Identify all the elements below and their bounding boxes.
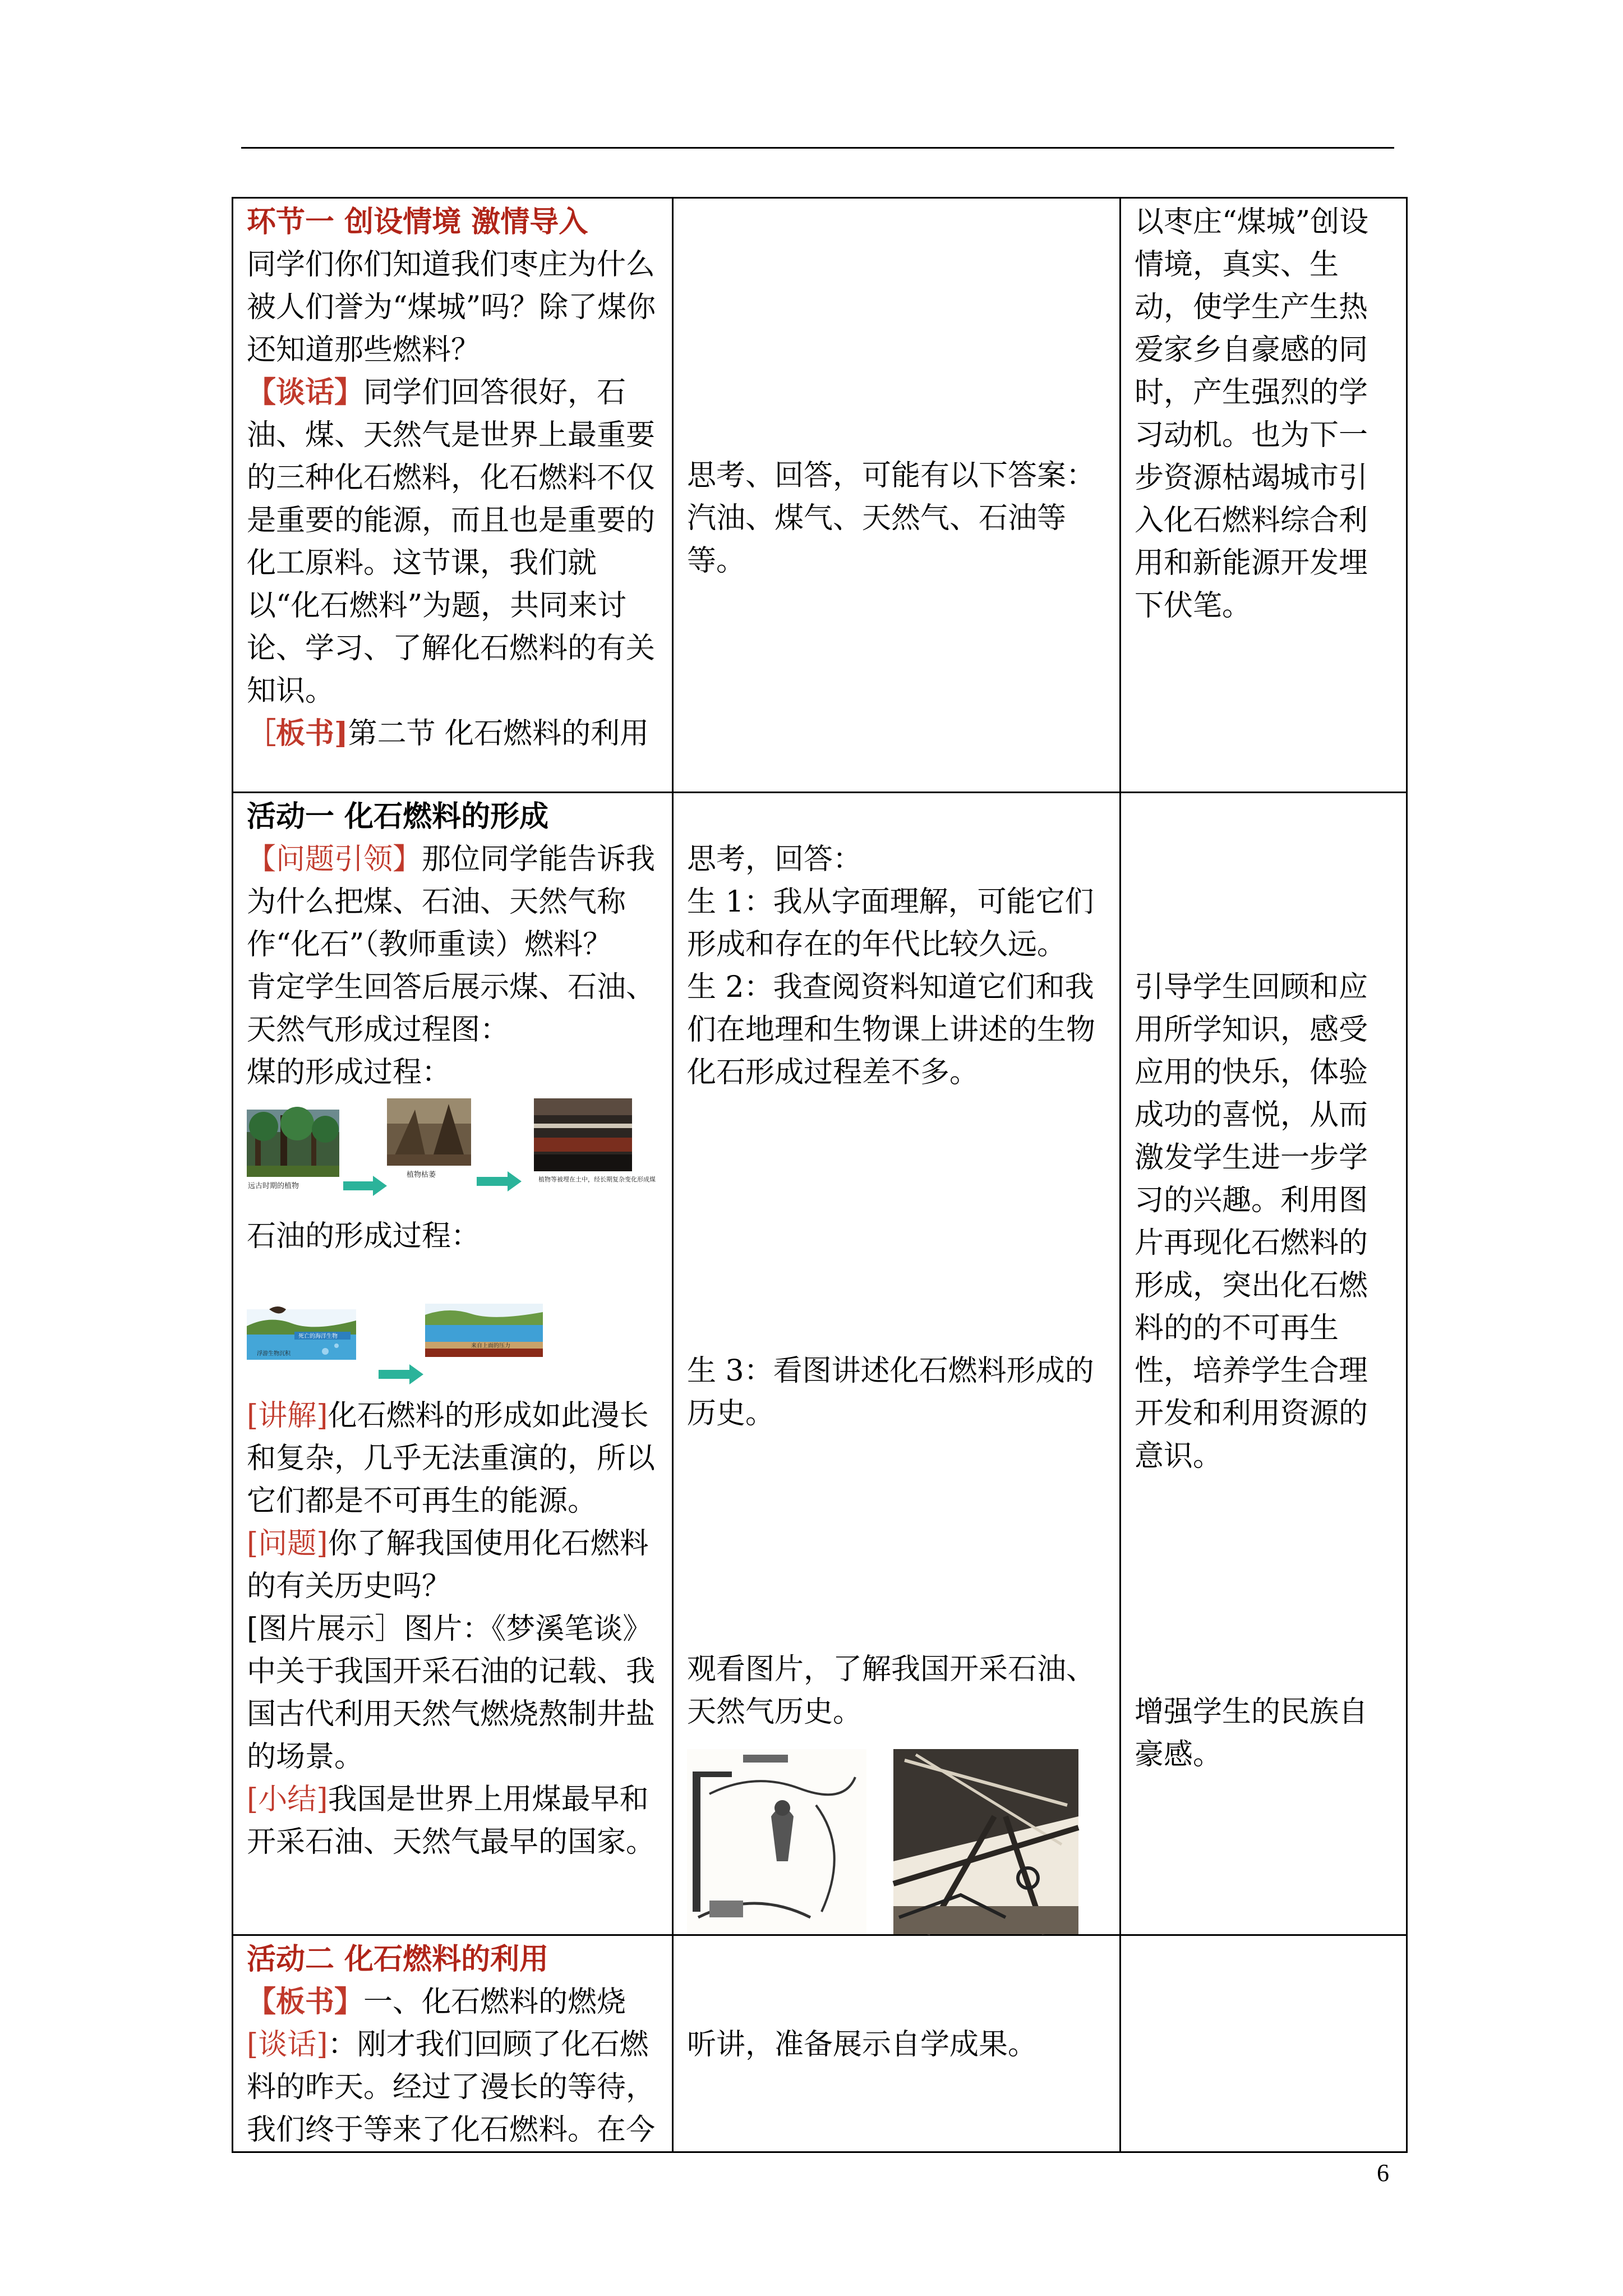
coal-caption-1: 远古时期的植物 (248, 1182, 299, 1190)
picture-text: 图片：《梦溪笔谈》中关于我国开采石油的记载、我国古代利用天然气燃烧熬制井盐的场景。 (247, 1612, 656, 1774)
board-tag: 【板书】 (247, 1985, 364, 2019)
lesson-plan-table (232, 197, 1408, 2153)
oil-formation-figure (247, 1304, 661, 1388)
talk-paragraph (247, 2023, 661, 2151)
intro-question: 同学们你们知道我们枣庄为什么被人们誉为“煤城”吗？除了煤你还知道那些燃料？ (247, 248, 656, 367)
section-title: 环节一 创设情境 激情导入 (247, 205, 588, 239)
teacher-activity-cell (233, 198, 673, 793)
coal-caption-3: 植物等被埋在土中，经长期复杂变化形成煤 (538, 1176, 656, 1183)
student-activity-cell (673, 198, 1121, 793)
question-tag: 【问题引领】 (247, 843, 422, 876)
student-answer: 思考、回答，可能有以下答案：汽油、煤气、天然气、石油等等。 (687, 459, 1096, 578)
explain-text: 化石燃料的形成如此漫长和复杂，几乎无法重演的，所以它们都是不可再生的能源。 (247, 1399, 656, 1518)
show-text: 肯定学生回答后展示煤、石油、天然气形成过程图： (247, 970, 656, 1047)
design-intent-cell (1121, 793, 1407, 1935)
header-rule (241, 147, 1394, 149)
question-paragraph (247, 838, 661, 966)
page-number: 6 (1377, 2159, 1389, 2187)
design-intent-text: 引导学生回顾和应用所学知识，感受应用的快乐，体验成功的喜悦，从而激发学生进一步学习的兴趣。利用图片再现化石燃料的形成，突出化石燃料的的不可再生性，培养学生合理开发和利用资源的意识。 (1135, 970, 1368, 1473)
student-think: 思考，回答： (687, 843, 863, 876)
section-title: 活动一 化石燃料的形成 (247, 799, 549, 834)
question-text: 那位同学能告诉我为什么把煤、石油、天然气称作“化石”（教师重读）燃料？ (247, 843, 656, 961)
design-intent-text: 以枣庄“煤城”创设情境，真实、生动，使学生产生热爱家乡自豪感的同时，产生强烈的学习动机。也为下一步资源枯竭城市引入化石燃料综合利用和新能源开发埋下伏笔。 (1135, 205, 1369, 623)
student-2-answer: 生 2：我查阅资料知道它们和我们在地理和生物课上讲述的生物化石形成过程差不多。 (687, 970, 1096, 1089)
talk-text: 同学们回答很好，石油、煤、天然气是世界上最重要的三种化石燃料，化石燃料不仅是重要的能源，而且也是重要的化工原料。这节课，我们就以“化石燃料”为题，共同来讨论、学习、了解化石燃料的有关知识。 (247, 376, 656, 708)
student-1-answer: 生 1：我从字面理解，可能它们形成和存在的年代比较久远。 (687, 885, 1094, 961)
board-paragraph (247, 1981, 661, 2023)
oil-caption-1: 死亡的海洋生物 (298, 1333, 338, 1340)
talk-tag: [谈话] (247, 2028, 328, 2062)
design-intent-cell (1121, 1935, 1407, 2152)
talk-tag: 【谈话】 (247, 375, 364, 409)
student-listen: 听讲，准备展示自学成果。 (687, 2028, 1038, 2062)
student-3-answer: 生 3：看图讲述化石燃料形成的历史。 (687, 1354, 1094, 1430)
table-row (233, 198, 1407, 793)
board-paragraph (247, 712, 661, 755)
summary-paragraph (247, 1778, 661, 1864)
talk-text: ：刚才我们回顾了化石燃料的昨天。经过了漫长的等待，我们终于等来了化石燃料。在今 (247, 2028, 656, 2147)
oil-caption-3: 来自上面的压力 (471, 1343, 510, 1349)
teacher-activity-cell (233, 793, 673, 1935)
oil-caption-2: 浮游生物沉积 (257, 1351, 291, 1357)
history-figures (687, 1749, 1108, 1934)
history-question (247, 1522, 661, 1608)
board-text: 第二节 化石燃料的利用 (348, 717, 649, 751)
ancient-oil-well-drawing (687, 1749, 866, 1934)
oil-label: 石油的形成过程： (247, 1220, 481, 1253)
oil-formation-image (247, 1304, 639, 1388)
coal-caption-2: 植物枯萎 (407, 1171, 436, 1179)
student-watch: 观看图片，了解我国开采石油、天然气历史。 (687, 1653, 1096, 1729)
design-intent-cell (1121, 198, 1407, 793)
talk-paragraph (247, 371, 661, 712)
board-text: 一、化石燃料的燃烧 (363, 1985, 626, 2019)
design-intent-text-2: 增强学生的民族自豪感。 (1135, 1695, 1368, 1772)
section-title: 活动二 化石燃料的利用 (247, 1942, 549, 1976)
student-activity-cell (673, 1935, 1121, 2152)
history-question-text: 你了解我国使用化石燃料的有关历史吗？ (247, 1527, 649, 1603)
table-row (233, 793, 1407, 1935)
explain-paragraph (247, 1395, 661, 1522)
coal-label: 煤的形成过程： (247, 1056, 451, 1089)
coal-formation-image (247, 1098, 656, 1205)
summary-text: 我国是世界上用煤最早和开采石油、天然气最早的国家。 (247, 1783, 656, 1859)
question-tag-2: [问题] (247, 1527, 328, 1561)
explain-tag: [讲解] (247, 1399, 328, 1433)
board-tag: ［板书] (247, 716, 348, 751)
summary-tag: [小结] (247, 1783, 328, 1816)
picture-paragraph (247, 1608, 661, 1778)
picture-tag: [图片展示］ (247, 1612, 404, 1646)
coal-formation-figure (247, 1098, 661, 1205)
teacher-activity-cell (233, 1935, 673, 2152)
student-activity-cell (673, 793, 1121, 1935)
ancient-salt-well-drawing (893, 1749, 1078, 1934)
table-row (233, 1935, 1407, 2152)
